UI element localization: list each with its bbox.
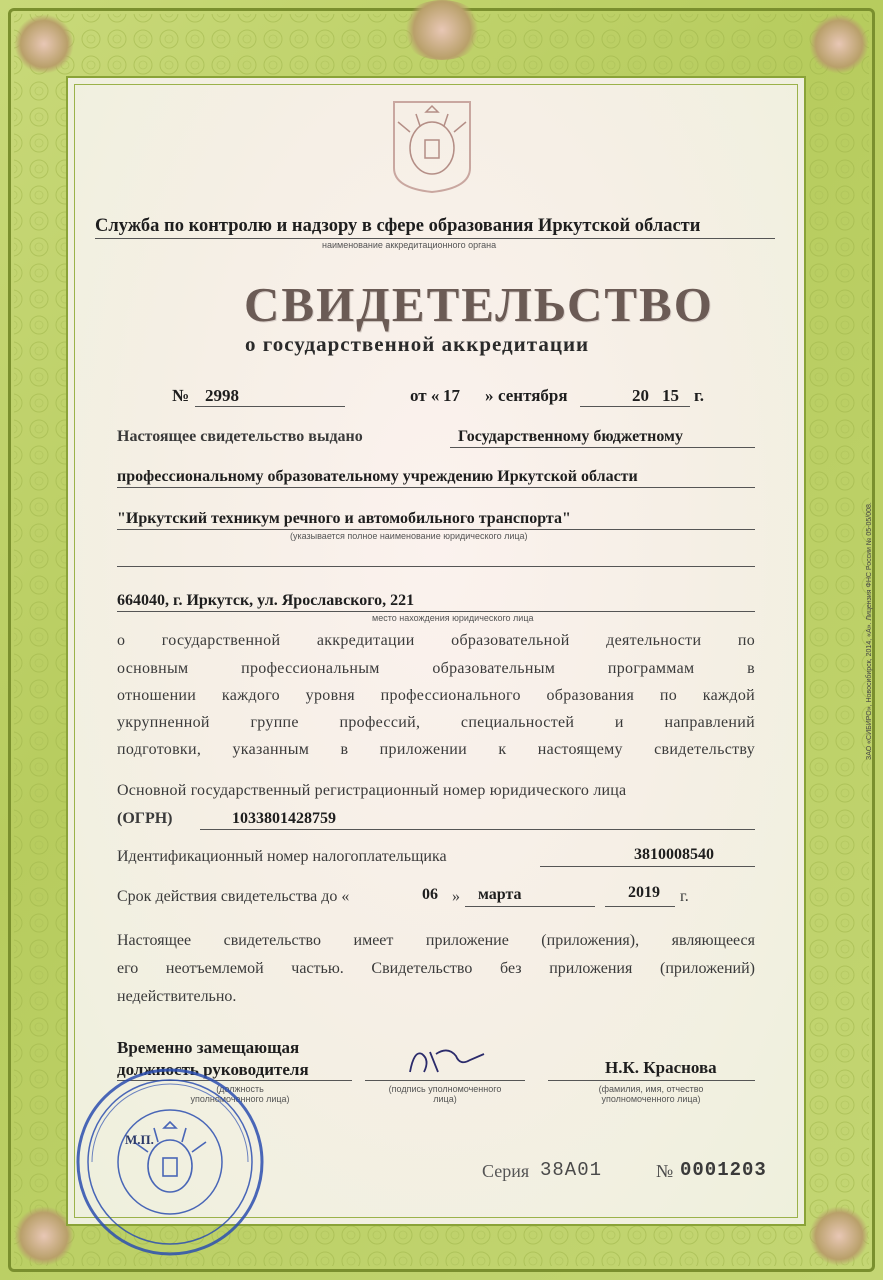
validity-month: марта [478, 886, 522, 903]
accreditation-text-line-5: подготовки, указанным в приложении к настоящему свидетельству [117, 741, 755, 758]
org-line-1-underline [450, 447, 755, 448]
org-name-line-1: Государственному бюджетному [458, 428, 683, 445]
signature-caption: (подпись уполномоченного лица) [388, 1084, 502, 1104]
validity-label: Срок действия свидетельства до « [117, 888, 350, 905]
validity-day: 06 [422, 886, 438, 903]
validity-month-underline [465, 906, 595, 907]
corner-ornament-bl [14, 1206, 74, 1266]
printer-note: ЗАО «СИБИРО», Новосибирск, 2014, «А». Лицензия ФНС России № 05-05/008. [866, 502, 873, 760]
corner-ornament-tl [14, 14, 74, 74]
authority-underline [95, 238, 775, 239]
org-name-caption: (указывается полное наименование юридического лица) [290, 531, 528, 541]
org-name-line-3: "Иркутский техникум речного и автомобильного транспорта" [117, 510, 571, 527]
series-value: 38А01 [540, 1159, 603, 1181]
ogrn-abbreviation: (ОГРН) [117, 810, 173, 827]
authority-caption: наименование аккредитационного органа [322, 240, 497, 250]
date-underline [580, 406, 690, 407]
number-underline [195, 406, 345, 407]
accreditation-authority: Служба по контролю и надзору в сфере образования Иркутской области [95, 216, 701, 236]
validity-year: 2019 [628, 884, 660, 901]
org-name-line-2: профессиональному образовательному учреждению Иркутской области [117, 468, 638, 485]
validity-year-underline [605, 906, 675, 907]
ogrn-value: 1033801428759 [232, 810, 336, 827]
date-month: сентября [498, 386, 568, 405]
accreditation-text-line-2: основным профессиональным образовательным программам в [117, 660, 755, 677]
document-title: СВИДЕТЕЛЬСТВО [244, 277, 714, 332]
validity-close-quote: » [452, 888, 460, 905]
serial-label: № [656, 1161, 674, 1181]
signature-underline [365, 1080, 525, 1081]
series-label: Серия [482, 1161, 530, 1181]
position-caption: (должность уполномоченного лица) [190, 1084, 290, 1104]
stamp-label: М.П. [125, 1132, 154, 1147]
corner-ornament-tr [809, 14, 869, 74]
signer-caption: (фамилия, имя, отчество уполномоченного лица) [598, 1084, 704, 1104]
top-center-ornament [400, 0, 484, 60]
appendix-text-line-3: недействительно. [117, 988, 237, 1005]
signer-name: Н.К. Краснова [605, 1058, 717, 1077]
date-day: 17 [443, 386, 460, 405]
date-close-quote: » [485, 386, 494, 405]
org-address: 664040, г. Иркутск, ул. Ярославского, 221 [117, 592, 415, 609]
corner-ornament-br [809, 1206, 869, 1266]
inn-underline [540, 866, 755, 867]
appendix-text-line-1: Настоящее свидетельство имеет приложение (приложения), являющееся [117, 932, 755, 949]
official-seal [70, 1062, 270, 1262]
document-subtitle: о государственной аккредитации [245, 332, 590, 356]
date-year-g: г. [694, 386, 705, 405]
ogrn-label: Основной государственный регистрационный номер юридического лица [117, 782, 627, 799]
coat-of-arms-icon [390, 98, 474, 194]
org-line-2-underline [117, 487, 755, 488]
accreditation-text-line-1: о государственной аккредитации образовательной деятельности по [117, 632, 755, 649]
certificate-number: 2998 [205, 386, 239, 405]
org-blank-line [117, 566, 755, 567]
address-underline [117, 611, 755, 612]
signer-underline [548, 1080, 755, 1081]
signer-position-line-1: Временно замещающая [117, 1038, 300, 1057]
date-from-label: от « [410, 386, 440, 405]
signature-mark [400, 1042, 490, 1082]
appendix-text-line-2: его неотъемлемой частью. Свидетельство без приложения (приложений) [117, 960, 755, 977]
accreditation-text-line-4: укрупненной группе профессий, специальностей и направлений [117, 714, 755, 731]
serial-number: 0001203 [680, 1159, 767, 1181]
issued-label: Настоящее свидетельство выдано [117, 428, 363, 445]
number-label: № [172, 386, 190, 405]
ogrn-underline [200, 829, 755, 830]
date-year-prefix: 20 [632, 386, 649, 405]
inn-label: Идентификационный номер налогоплательщика [117, 848, 447, 865]
accreditation-text-line-3: отношении каждого уровня профессионального образования по каждой [117, 687, 755, 704]
org-line-3-underline [117, 529, 755, 530]
signer-position-line-2: должность руководителя [117, 1060, 309, 1079]
date-year-suffix: 15 [662, 386, 679, 405]
validity-year-g: г. [680, 888, 689, 905]
inn-value: 3810008540 [634, 846, 714, 863]
address-caption: место нахождения юридического лица [372, 613, 534, 623]
